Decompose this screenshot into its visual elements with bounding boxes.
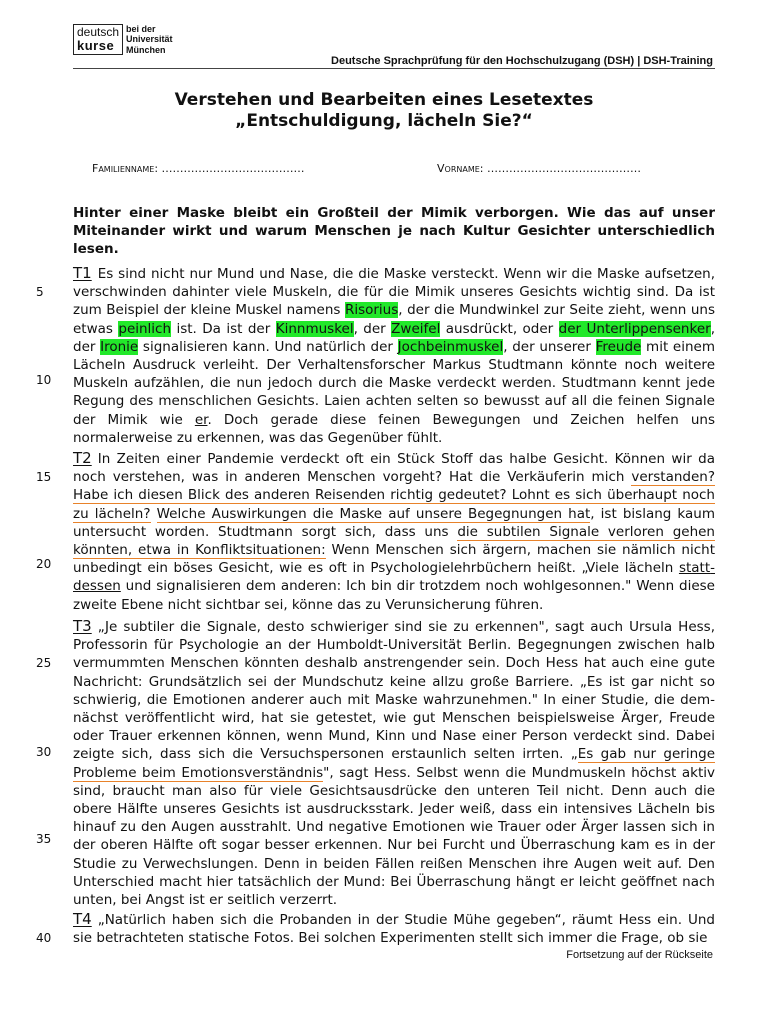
section-label: T3 [73, 617, 92, 635]
text-run: „Natürlich haben sich die Probanden in der Studie Mühe gegeben“, räumt Hess ein. Und sie betrachteten statische Fotos. Bei solchen Experimenten stellt sich immer die Frage, ob sie [73, 912, 715, 947]
text-run: mit einem Lächeln Ausdruck verleiht. Der Verhaltensforscher Markus Studtmann könnte noch weitere Muskeln aufzählen, die nun jedoch durch die Maske verdeckt werden. Studtmann kennt jede Regung des menschlichen Gesichts. Laien achten selten so bewusst auf all die feinen Signale der Mimik wie [73, 338, 716, 428]
text-run: Wenn Menschen sich ärgern, machen sie nämlich nicht unbedingt ein böses Gesicht, wie es oft in Psychologielehrbüchern heißt. „Viele lächeln [73, 542, 715, 577]
logo-side-2: Universität [126, 34, 173, 45]
text-run: , ist bislang kaum untersucht worden. Studtmann sorgt sich, dass uns [73, 505, 715, 540]
firstname-blank[interactable]: …………………………………… [487, 162, 642, 175]
orange-underline: Welche Auswirkungen die Maske auf unsere Begegnungen hat [156, 505, 591, 522]
text-run: In Zeiten einer Pandemie verdeckt oft ein Stück Stoff das halbe Gesicht. Können wir da noch verstehen, was in anderen Menschen vorgeht? Hat die Verkäuferin mich [73, 451, 715, 486]
line-number: 10 [36, 373, 52, 387]
line-number: 25 [36, 656, 52, 670]
line-number: 30 [36, 745, 52, 759]
section-label: T2 [73, 449, 92, 467]
text-run: und signalisieren dem anderen: Ich bin dir trotzdem noch wohlgesonnen." Wenn diese zweite Ebene nicht sichtbar sei, könne das zu Verunsicherung führen. [73, 578, 715, 613]
title-line-2: „Entschuldigung, lächeln Sie?“ [235, 111, 533, 131]
highlight: Ironie [100, 338, 139, 355]
surname-label: Familienname: [92, 162, 159, 175]
underlined-word: er [194, 411, 208, 428]
text-run [151, 506, 157, 522]
highlight: Risorius [344, 302, 399, 319]
logo-line-2: kurse [77, 37, 115, 53]
section-t3 [73, 617, 715, 909]
highlight: peinlich [118, 320, 172, 337]
text-run: . Doch gerade diese feinen Bewegungen und Zeichen helfen uns normalerweise zu erkennen, was das Gegenüber fühlt. [73, 411, 715, 446]
text-run: ist. Da ist der [171, 320, 276, 337]
highlight: der Unterlippensenker [558, 320, 711, 337]
line-number: 5 [36, 285, 44, 299]
underlined-word: stattdessen [73, 560, 715, 595]
line-number: 20 [36, 557, 52, 571]
highlight: Zweifel [391, 320, 441, 337]
header-divider [73, 68, 715, 69]
text-run: ", sagt Hess. Selbst wenn die Mundmuskeln höchst aktiv sind, braucht man also für viele Gesichtsausdrücke den unteren Teil nicht. Denn auch die obere Hälfte unseres Gesichts ist ausdrucksstark. Jeder weiß, dass ein intensives Lächeln bis hinauf zu den Augen ausstrahlt. Und negative Emotionen wie Trauer oder Ärger lassen sich in der oberen Hälfte oft sogar besser erkennen. Nur bei Furcht und Überraschung kam es in der Studie zu Verwechslungen. Denn in beiden Fällen reißen Menschen ihre Augen weit auf. Den Unterschied macht hier tatsächlich der Mund: Bei Überraschung hängt er leicht geöffnet nach unten, bei Angst ist er seitlich verzerrt. [73, 764, 716, 909]
section-t2 [73, 449, 715, 614]
logo-line-1: deutsch [77, 25, 120, 39]
intro-text: Hinter einer Maske bleibt ein Großteil der Mimik verborgen. Wie das auf unser Miteinander wirkt und warum Menschen je nach Kultur Gesichter unterschiedlich lesen. [73, 205, 715, 257]
text-run: , der die Mundwinkel zur Seite zieht, wenn uns etwas [73, 302, 715, 337]
logo-box [73, 24, 123, 55]
orange-underline: verstanden? Habe ich diesen Blick des anderen Reisenden richtig gedeutet? Lohnt es sich überhaupt noch zu lächeln? [73, 469, 715, 522]
line-number: 40 [36, 931, 52, 945]
logo-side-3: München [126, 44, 166, 55]
text-run: ausdrückt, oder [440, 320, 559, 337]
text-run: , der [73, 320, 715, 355]
text-run: , der [353, 320, 392, 337]
page-title [0, 90, 768, 132]
logo [73, 24, 173, 55]
line-number: 35 [36, 832, 52, 846]
section-t4 [73, 910, 715, 947]
text-run: signalisieren kann. Und natürlich der [138, 338, 398, 355]
section-label: T1 [73, 264, 92, 282]
highlight: Jochbeinmuskel [397, 338, 504, 355]
header-title: Deutsche Sprachprüfung für den Hochschulzugang (DSH) | DSH-Training [331, 55, 713, 67]
section-t1 [73, 264, 715, 447]
title-line-1: Verstehen und Bearbeiten eines Lesetextes [174, 90, 594, 110]
text-run: , der unserer [503, 338, 596, 355]
section-label: T4 [73, 910, 92, 928]
orange-underline: Es gab nur geringe Probleme beim Emotionsverständnis [73, 746, 715, 781]
firstname-field[interactable] [437, 162, 641, 175]
footer-note: Fortsetzung auf der Rückseite [566, 949, 713, 961]
highlight: Freude [595, 338, 642, 355]
highlight: Kinnmuskel [275, 320, 354, 337]
logo-side-1: bei der [126, 24, 156, 34]
surname-blank[interactable]: ………………………………… [161, 162, 305, 175]
line-number: 15 [36, 470, 52, 484]
surname-field[interactable] [92, 162, 305, 175]
text-run: „Je subtiler die Signale, desto schwieriger sind sie zu erkennen", sagt auch Ursula Hess, Professorin für Psychologie an der Humboldt-Universität Berlin. Begegnungen zwischen halb vermummten Menschen könnten deshalb anstrengender sein. Doch Hess hat auch eine gute Nachricht: Grundsätzlich sei der Mundschutz keine allzu große Barriere. „Es ist gar nicht so schwierig, die Emotionen anderer auch mit Maske wahrzunehmen." In einer Studie, die demnächst veröffentlicht wird, hat sie getestet, wie gut Menschen beispielsweise Ärger, Freude oder Trauer erkennen können, wenn Mund, Kinn und Nase einer Person verdeckt sind. Dabei zeigte sich, dass sich die Versuchspersonen erstaunlich selten irrten. „ [73, 619, 715, 763]
text-run: Es sind nicht nur Mund und Nase, die die Maske versteckt. Wenn wir die Maske aufsetzen, verschwinden dahinter viele Muskeln, die für die Mimik unseres Gesichts wichtig sind. Da ist zum Beispiel der kleine Muskel namens [73, 266, 715, 319]
firstname-label: Vorname: [437, 162, 484, 175]
logo-side-text [123, 24, 173, 55]
orange-underline: die subtilen Signale verloren gehen könnten, etwa in Konfliktsituationen: [73, 523, 715, 559]
